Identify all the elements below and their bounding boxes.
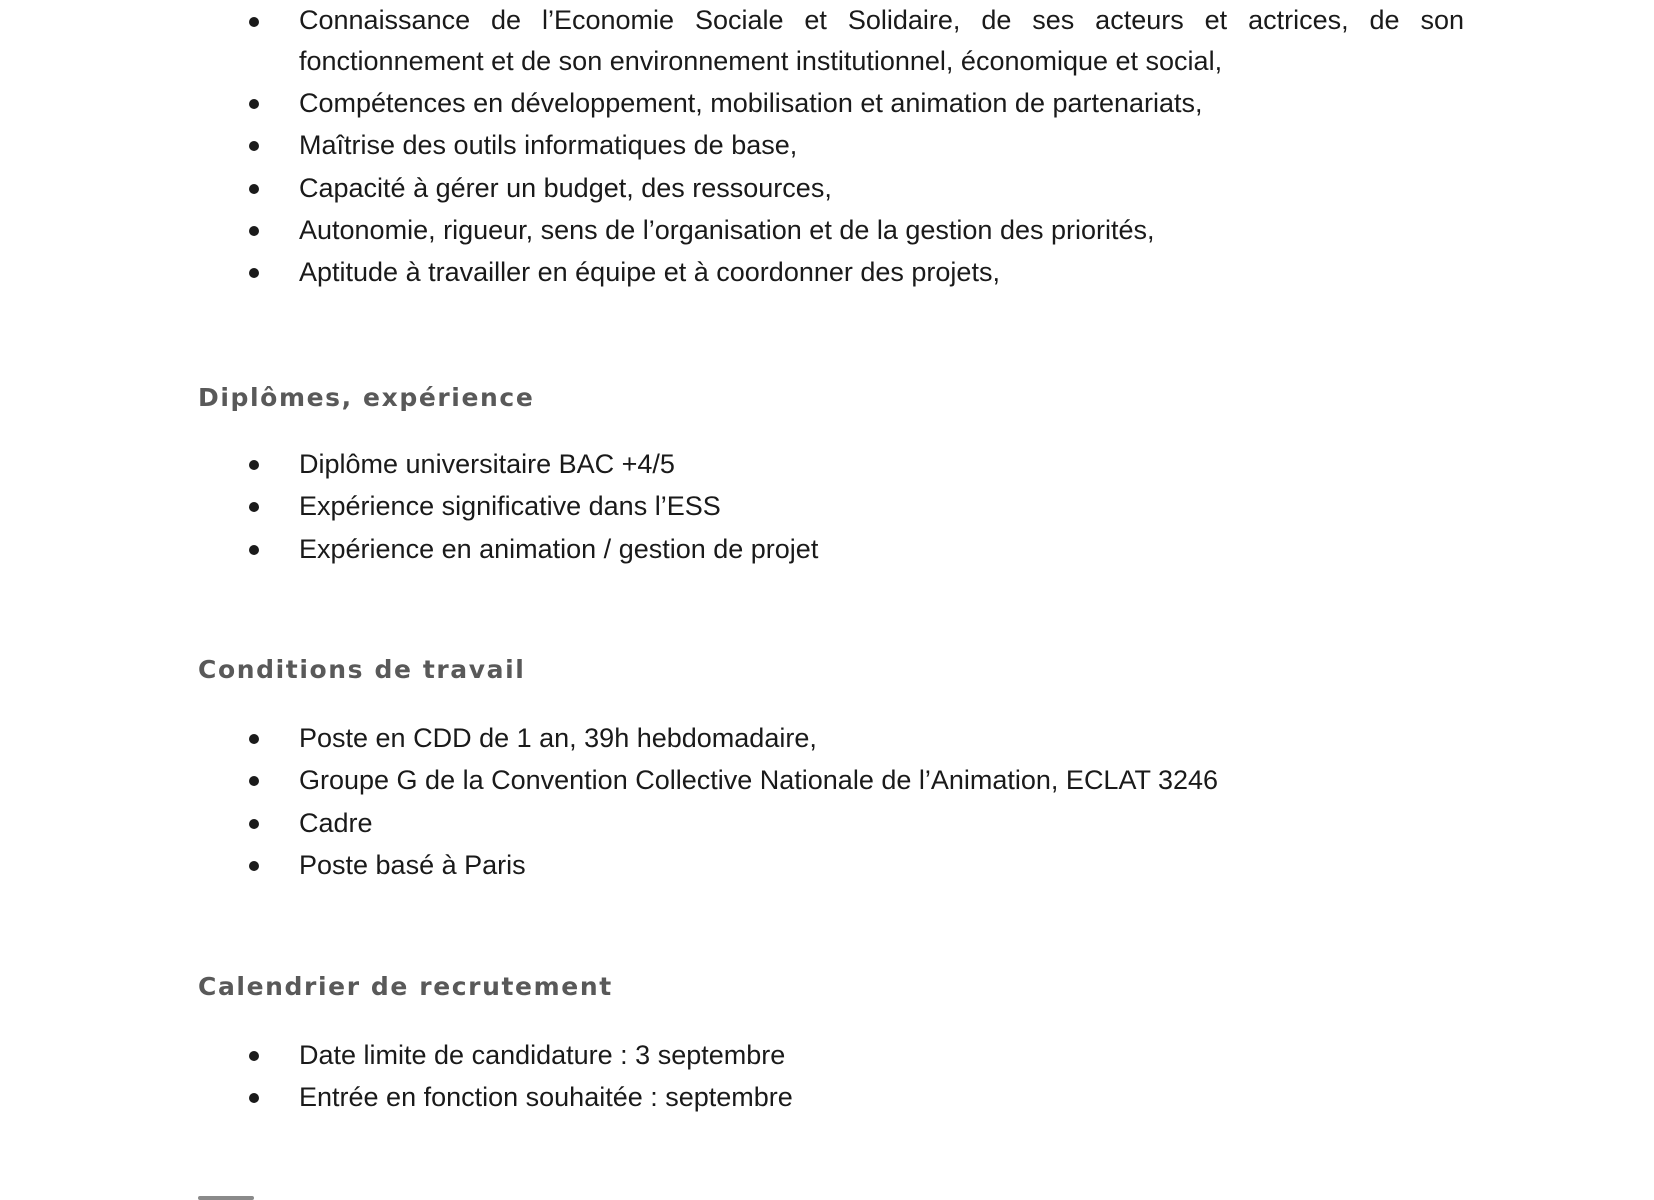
bullet-icon (249, 184, 259, 194)
bullet-icon (249, 545, 259, 555)
bullet-icon (249, 99, 259, 109)
bullet-icon (249, 502, 259, 512)
skill-text: Autonomie, rigueur, sens de l’organisation et de la gestion des priorités, (299, 214, 1155, 245)
bullet-icon (249, 141, 259, 151)
diploma-text: Diplôme universitaire BAC +4/5 (299, 449, 675, 479)
section-heading-diplomas: Diplômes, expérience (198, 383, 535, 412)
bullet-icon (249, 17, 259, 27)
skill-text: Connaissance de l’Economie Sociale et Solidaire, de ses acteurs et actrices, de son fonctionnement et de son environnement institutionnel, économique et social, (299, 5, 1464, 76)
bullet-icon (249, 226, 259, 236)
bullet-icon (249, 734, 259, 744)
condition-text: Poste basé à Paris (299, 849, 526, 880)
bullet-icon (249, 1093, 259, 1103)
bullet-icon (249, 460, 259, 470)
bullet-icon (249, 268, 259, 278)
bullet-icon (249, 819, 259, 829)
skill-text: Capacité à gérer un budget, des ressources, (299, 172, 832, 203)
skill-text: Aptitude à travailler en équipe et à coordonner des projets, (299, 257, 1000, 288)
section-heading-conditions: Conditions de travail (198, 655, 526, 684)
condition-text: Groupe G de la Convention Collective Nationale de l’Animation, ECLAT 3246 (299, 765, 1219, 796)
cropped-heading (198, 1188, 258, 1200)
section-heading-calendar: Calendrier de recrutement (198, 972, 613, 1001)
bullet-icon (249, 1051, 259, 1061)
diploma-text: Expérience en animation / gestion de projet (299, 533, 819, 564)
bullet-icon (249, 776, 259, 786)
diploma-text: Expérience significative dans l’ESS (299, 491, 721, 522)
skill-text: Maîtrise des outils informatiques de base, (299, 130, 798, 161)
condition-text: Cadre (299, 807, 373, 838)
condition-text: Poste en CDD de 1 an, 39h hebdomadaire, (299, 723, 817, 753)
bullet-icon (249, 861, 259, 871)
skill-text: Compétences en développement, mobilisation et animation de partenariats, (299, 88, 1203, 118)
calendar-text: Entrée en fonction souhaitée : septembre (299, 1082, 793, 1113)
calendar-text: Date limite de candidature : 3 septembre (299, 1040, 786, 1070)
